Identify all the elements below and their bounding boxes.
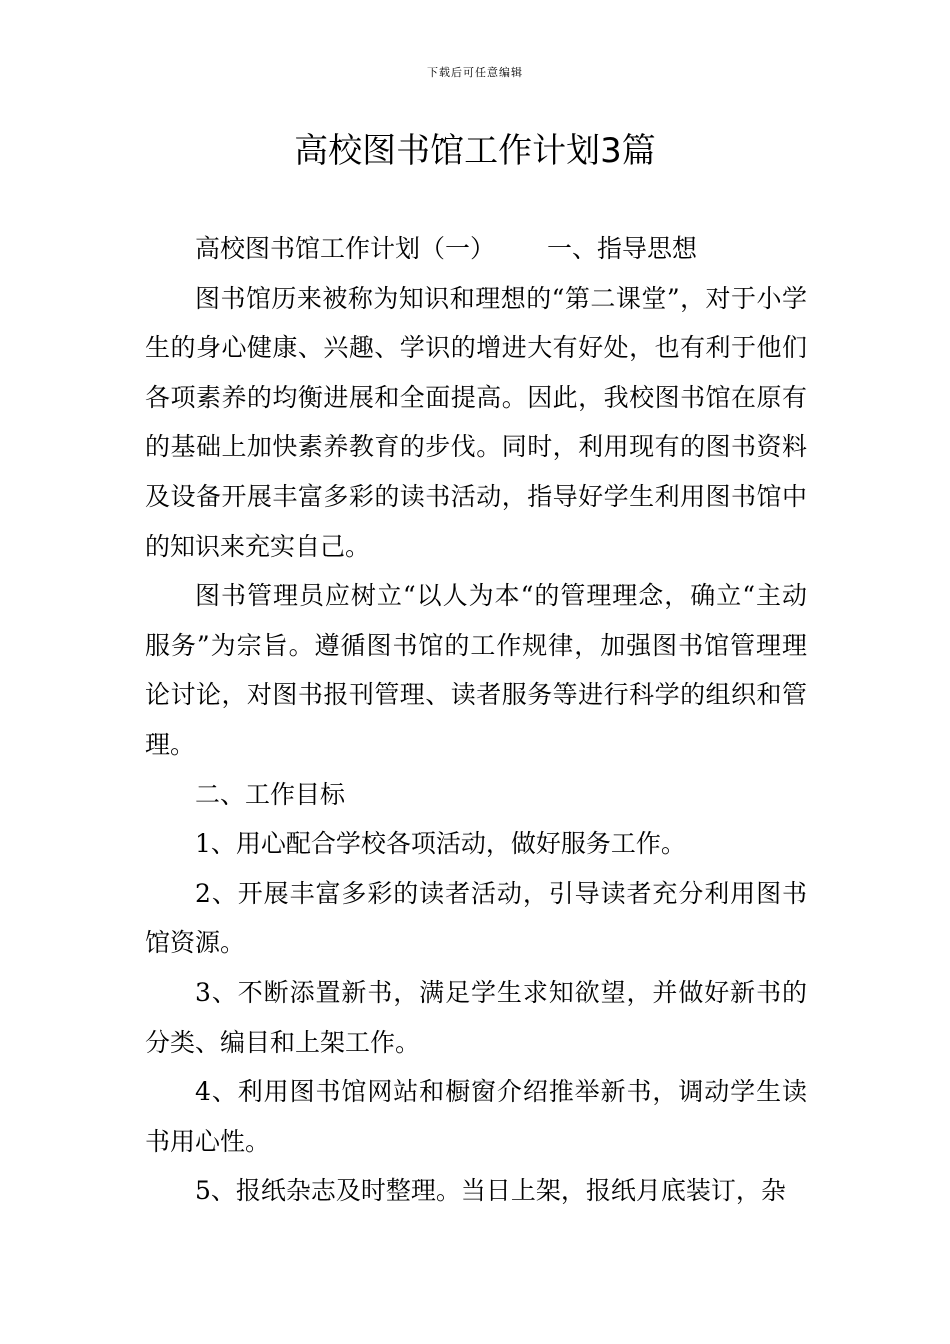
section-subtitle: 高校图书馆工作计划（一） xyxy=(195,234,496,263)
subtitle-line xyxy=(145,224,807,274)
document-body xyxy=(145,224,807,1216)
document-title: 高校图书馆工作计划3篇 xyxy=(294,131,656,171)
paragraph: 图书管理员应树立“以人为本“的管理理念，确立“主动服务”为宗旨。遵循图书馆的工作规律，加强图书馆管理理论讨论，对图书报刊管理、读者服务等进行科学的组织和管理。 xyxy=(145,581,807,759)
paragraph: 图书馆历来被称为知识和理想的“第二课堂”，对于小学生的身心健康、兴趣、学识的增进大有好处，也有利于他们各项素养的均衡进展和全面提高。因此，我校图书馆在原有的基础上加快素养教育的步伐。同时，利用现有的图书资料及设备开展丰富多彩的读书活动，指导好学生利用图书馆中的知识来充实自己。 xyxy=(145,283,807,561)
list-item: 2、开展丰富多彩的读者活动，引导读者充分利用图书馆资源。 xyxy=(145,878,807,958)
list-item: 3、不断添置新书，满足学生求知欲望，并做好新书的分类、编目和上架工作。 xyxy=(145,977,807,1057)
section-heading: 二、工作目标 xyxy=(195,779,346,809)
list-item: 4、利用图书馆网站和橱窗介绍推举新书，调动学生读书用心性。 xyxy=(145,1077,807,1156)
list-item: 5、报纸杂志及时整理。当日上架，报纸月底装订，杂 xyxy=(195,1176,786,1206)
header-note: 下载后可任意编辑 xyxy=(427,66,523,79)
section-heading: 一、指导思想 xyxy=(547,234,698,263)
list-item: 1、用心配合学校各项活动，做好服务工作。 xyxy=(195,829,686,859)
